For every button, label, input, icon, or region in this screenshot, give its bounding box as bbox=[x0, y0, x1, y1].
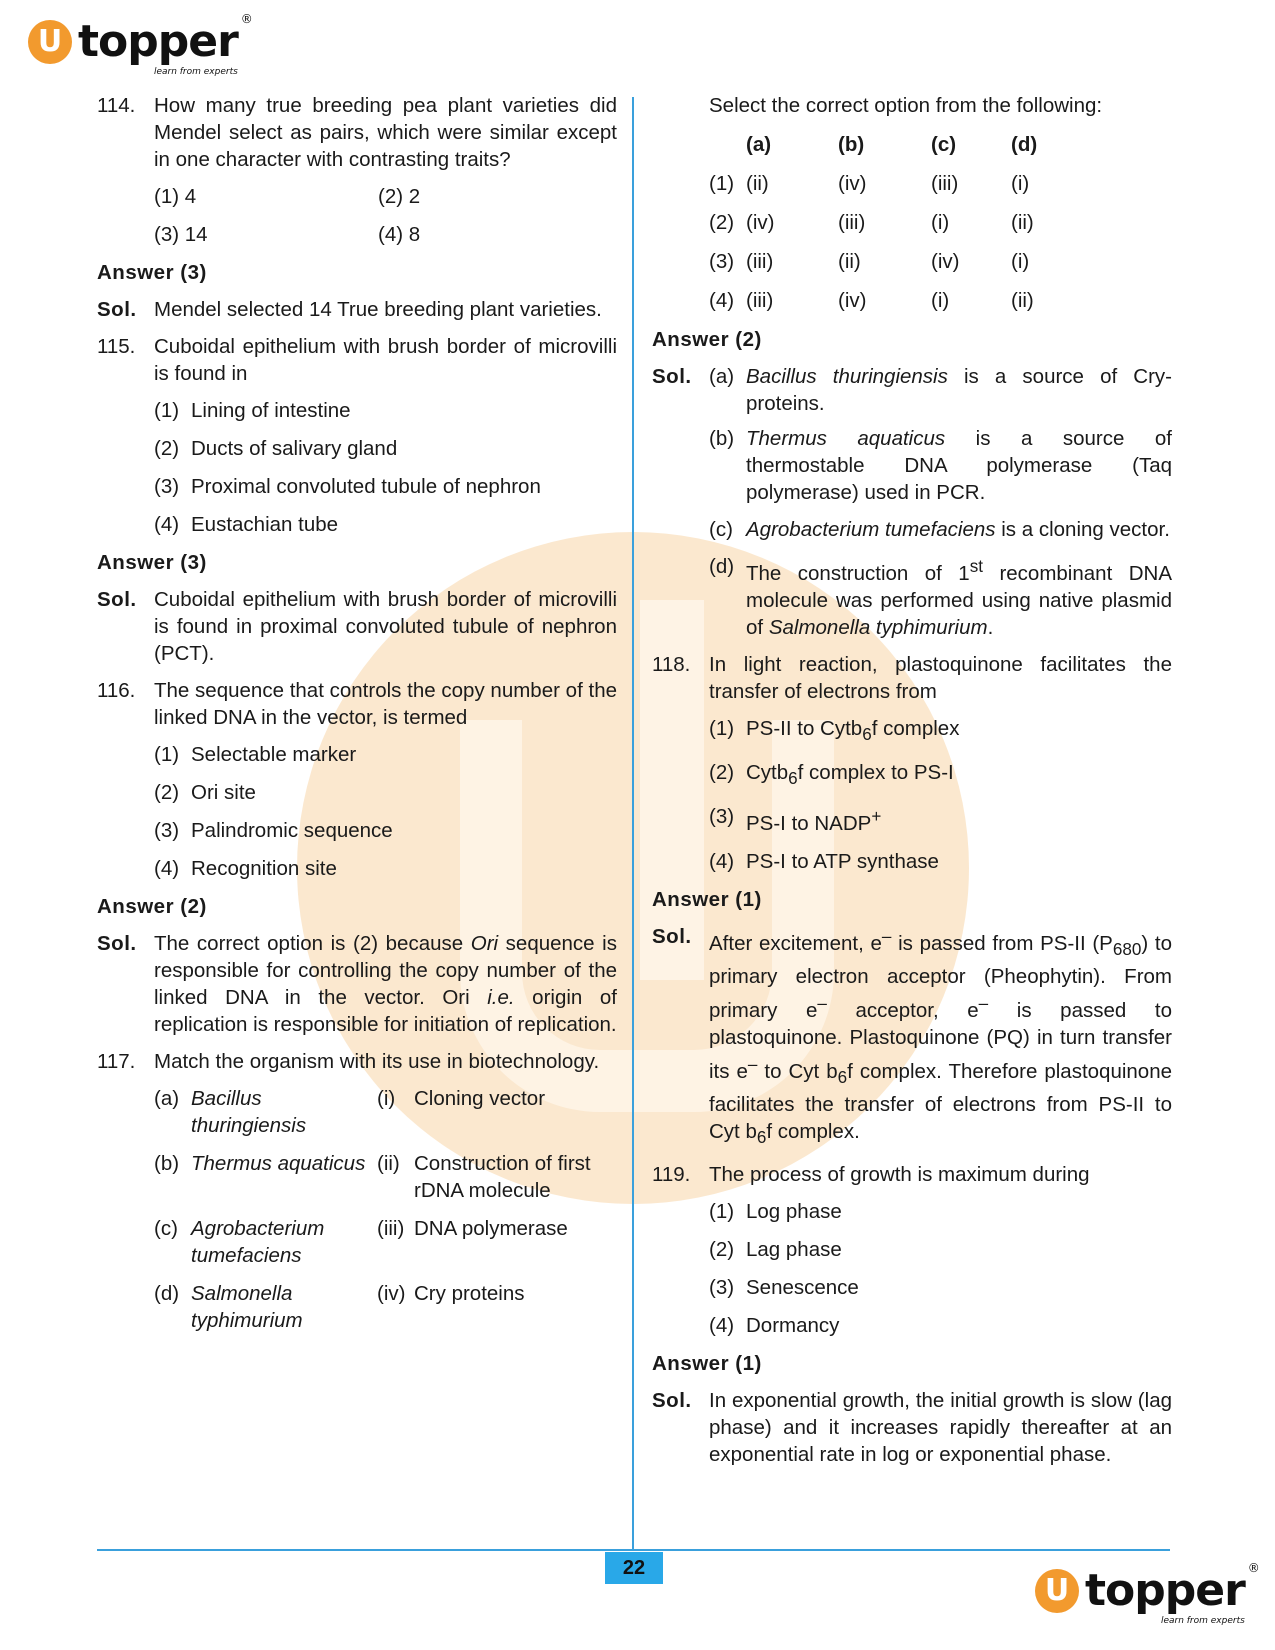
solution bbox=[97, 296, 617, 323]
solution-label: Sol. bbox=[652, 365, 692, 388]
question-number: 115. bbox=[97, 335, 136, 358]
footer-rule bbox=[97, 1549, 1170, 1551]
solution-label: Sol. bbox=[97, 298, 137, 321]
solution bbox=[652, 1387, 1172, 1468]
table-row: (3) (iii) (ii) (iv) (i) bbox=[709, 250, 1030, 273]
table-row: (2) (iv) (iii) (i) (ii) bbox=[709, 211, 1034, 234]
option: (2) Ori site bbox=[154, 781, 256, 804]
option: (4) Dormancy bbox=[709, 1313, 840, 1337]
logo-wordmark bbox=[78, 12, 252, 77]
question-number: 118. bbox=[652, 652, 691, 676]
question-text: Cuboidal epithelium with brush border of microvilli is found in bbox=[154, 335, 617, 385]
match-row: (d) Salmonella typhimurium (iv) Cry proteins bbox=[154, 1282, 525, 1332]
option: (2) Ducts of salivary gland bbox=[154, 437, 398, 460]
solution bbox=[97, 930, 617, 1038]
question-114 bbox=[97, 92, 617, 173]
left-column bbox=[97, 92, 617, 1345]
header-logo bbox=[28, 12, 252, 77]
answer-label: Answer (2) bbox=[652, 328, 762, 351]
select-instruction: Select the correct option from the following: bbox=[709, 94, 1103, 117]
logo-u-icon: U bbox=[1035, 1569, 1079, 1613]
answer-table bbox=[709, 131, 1172, 314]
option: (4) Eustachian tube bbox=[154, 513, 339, 536]
solution bbox=[652, 923, 1172, 1151]
solution-text: In exponential growth, the initial growth is slow (lag phase) and it increases rapidly thereafter at an exponential rate in log or exponential phase. bbox=[709, 1388, 1172, 1466]
right-column bbox=[652, 92, 1172, 1478]
solution-text: After excitement, e– is passed from PS-II $(P_{680})$ to primary electron acceptor (Pheophytin). From primary e– acceptor, e– is passed to plastoquinone. Plastoquinone (PQ) in turn transfer its e– to Cyt $b_6f$ complex. Therefore plastoquinone facilitates the transfer of electrons from PS-II to Cyt $b_6f$ complex. bbox=[709, 926, 1173, 1147]
option: (2) 2 bbox=[378, 185, 421, 208]
question-text: How many true breeding pea plant varieties did Mendel select as pairs, which were similar except in one character with contrasting traits? bbox=[154, 94, 617, 171]
answer-label: Answer (1) bbox=[652, 887, 762, 911]
solution-label: Sol. bbox=[97, 932, 137, 955]
answer-label: Answer (3) bbox=[97, 261, 207, 284]
option: (3) Proximal convoluted tubule of nephron bbox=[154, 475, 541, 498]
logo-text: topper bbox=[78, 16, 238, 67]
question-number: 117. bbox=[97, 1050, 136, 1073]
option: (3) Palindromic sequence bbox=[154, 819, 393, 842]
question-text: In light reaction, plastoquinone facilitates the transfer of electrons from bbox=[709, 652, 1172, 703]
solution-item: (b) Thermus aquaticus is a source of thermostable DNA polymerase (Taq polymerase) used in PCR. bbox=[709, 427, 1172, 504]
question-119 bbox=[652, 1161, 1172, 1188]
option: (1) Selectable marker bbox=[154, 743, 357, 766]
page-number: 22 bbox=[605, 1552, 663, 1584]
question-number: 116. bbox=[97, 679, 136, 702]
solution-text: Cuboidal epithelium with brush border of microvilli is found in proximal convoluted tubule of nephron (PCT). bbox=[154, 588, 617, 665]
option: (3) PS-I to NADP+ bbox=[709, 805, 882, 835]
answer-label: Answer (2) bbox=[97, 895, 207, 918]
option: (1) Log phase bbox=[709, 1199, 842, 1223]
solution-item: (a) Bacillus thuringiensis is a source of Cry-proteins. bbox=[709, 365, 1172, 415]
table-header: (a) (b) (c) (d) bbox=[746, 133, 1038, 156]
option: (2) Lag phase bbox=[709, 1237, 842, 1261]
solution-label: Sol. bbox=[652, 924, 692, 948]
match-row: (b) Thermus aquaticus (ii) Construction of first rDNA molecule bbox=[154, 1152, 591, 1202]
footer-logo bbox=[1035, 1561, 1259, 1626]
question-text: The process of growth is maximum during bbox=[709, 1162, 1090, 1186]
option: (2) Cytb$_6$f complex to PS-I bbox=[709, 760, 954, 789]
solution bbox=[652, 363, 1172, 417]
solution-text: Mendel selected 14 True breeding plant varieties. bbox=[154, 298, 602, 321]
option: (4) PS-I to ATP synthase bbox=[709, 849, 939, 873]
logo-tagline: learn from experts bbox=[153, 67, 238, 77]
match-row: (a) Bacillus thuringiensis (i) Cloning vector bbox=[154, 1087, 546, 1137]
answer-label: Answer (1) bbox=[652, 1351, 762, 1375]
logo-tagline: learn from experts bbox=[1160, 1616, 1245, 1626]
table-row: (1) (ii) (iv) (iii) (i) bbox=[709, 172, 1030, 195]
column-divider bbox=[632, 97, 634, 1549]
logo-wordmark bbox=[1085, 1561, 1259, 1626]
question-number: 119. bbox=[652, 1162, 691, 1186]
option: (3) Senescence bbox=[709, 1275, 859, 1299]
question-text: Match the organism with its use in biotechnology. bbox=[154, 1050, 600, 1073]
option: (1) Lining of intestine bbox=[154, 399, 351, 422]
solution bbox=[97, 586, 617, 667]
option: (1) 4 bbox=[154, 185, 197, 208]
table-row: (4) (iii) (iv) (i) (ii) bbox=[709, 289, 1034, 312]
logo-u-icon: U bbox=[28, 20, 72, 64]
question-118 bbox=[652, 651, 1172, 705]
option: (4) 8 bbox=[378, 223, 421, 246]
option: (1) PS-II to Cytb$_6$f complex bbox=[709, 716, 960, 744]
option: (4) Recognition site bbox=[154, 857, 337, 880]
match-row: (c) Agrobacterium tumefaciens (iii) DNA polymerase bbox=[154, 1217, 568, 1267]
question-117 bbox=[97, 1048, 617, 1075]
question-116 bbox=[97, 677, 617, 731]
solution-label: Sol. bbox=[97, 588, 137, 611]
question-115 bbox=[97, 333, 617, 387]
logo-registered-mark: ® bbox=[1247, 1561, 1259, 1575]
match-list bbox=[154, 1085, 617, 1334]
solution-text: The correct option is (2) because Ori sequence is responsible for controlling the copy number of the linked DNA in the vector. Ori i.e. origin of replication is responsible for initiation of replication. bbox=[154, 932, 617, 1036]
options-grid bbox=[154, 183, 617, 248]
option: (3) 14 bbox=[154, 223, 208, 246]
answer-label: Answer (3) bbox=[97, 551, 207, 574]
question-number: 114. bbox=[97, 94, 136, 117]
solution-item: (c) Agrobacterium tumefaciens is a cloning vector. bbox=[709, 518, 1170, 541]
solution-label: Sol. bbox=[652, 1388, 692, 1412]
solution-item: (d) The construction of 1st recombinant DNA molecule was performed using native plasmid of Salmonella typhimurium. bbox=[709, 555, 1172, 639]
logo-registered-mark: ® bbox=[240, 12, 252, 26]
logo-text: topper bbox=[1085, 1565, 1245, 1616]
question-text: The sequence that controls the copy number of the linked DNA in the vector, is termed bbox=[154, 679, 617, 729]
